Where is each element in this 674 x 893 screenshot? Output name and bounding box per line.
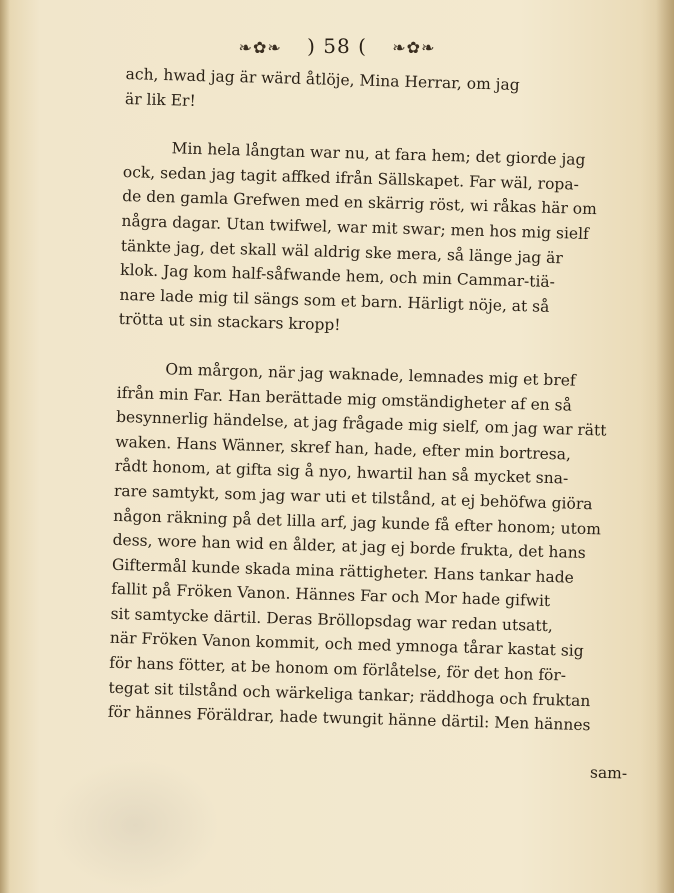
text-line: tänkte jag, det skall wäl aldrig ske mera, så länge jag är bbox=[120, 236, 564, 267]
text-line: för hans fötter, at be honom om förlåtelse, för det hon för- bbox=[108, 653, 567, 685]
text-line: Om mårgon, när jag waknade, lemnades mig et bref bbox=[165, 360, 576, 390]
text-line: klok. Jag kom half-såfwande hem, och min Cammar-tiä- bbox=[119, 261, 556, 292]
page-left-edge-shadow bbox=[0, 0, 10, 893]
paper-stain bbox=[50, 760, 220, 890]
text-line: besynnerlig händelse, at jag frågade mig sielf, om jag war rätt bbox=[115, 407, 607, 440]
text-line: sit samtycke därtil. Deras Bröllopsdag war redan utsatt, bbox=[110, 604, 554, 636]
text-line: Giftermål kunde skada mina rättigheter. Hans tankar hade bbox=[111, 555, 575, 587]
text-line: några dagar. Utan twifwel, war mit swar; men hos mig sielf bbox=[121, 211, 590, 243]
text-line: Min hela långtan war nu, at fara hem; det giorde jag bbox=[171, 139, 586, 170]
body-text bbox=[107, 62, 645, 739]
text-line: för hännes Föräldrar, hade twungit hänne därtil: Men hännes bbox=[107, 703, 591, 735]
text-line: de den gamla Grefwen med en skärrig röst, wi råkas här om bbox=[121, 187, 598, 219]
text-line: tegat sit tilstånd och wärkeliga tankar; räddhoga och fruktan bbox=[108, 678, 591, 710]
text-line: när Fröken Vanon kommit, och med ymnoga tårar kastat sig bbox=[109, 629, 584, 661]
text-line: rådt honom, at gifta sig å nyo, hwartil han så mycket sna- bbox=[114, 457, 569, 488]
text-line: någon räkning på det lilla arf, jag kunde få efter honom; utom bbox=[113, 506, 602, 538]
catchword: sam- bbox=[589, 763, 628, 783]
text-line: nare lade mig til sängs som et barn. Härligt nöje, at så bbox=[119, 285, 550, 316]
text-line: är lik Er! bbox=[124, 89, 196, 110]
text-line: waken. Hans Wänner, skref han, hade, efter min bortresa, bbox=[115, 432, 572, 464]
page-header bbox=[0, 34, 674, 58]
text-line: rare samtykt, som jag war uti et tilstånd, at ej behöfwa giöra bbox=[113, 481, 593, 514]
ornament-right-icon: ❧✿❧ bbox=[392, 38, 436, 57]
page-number: ) 58 ( bbox=[307, 34, 367, 58]
paragraph bbox=[118, 135, 643, 346]
text-line: ifrån min Far. Han berättade mig omständigheter af en så bbox=[116, 383, 573, 415]
text-line: ock, sedan jag tagit affked ifrån Sällskapet. Far wäl, ropa- bbox=[122, 162, 580, 194]
page-spine-shadow bbox=[656, 0, 674, 893]
paragraph bbox=[107, 356, 637, 739]
text-line: fallit på Fröken Vanon. Hännes Far och Mor hade gifwit bbox=[111, 580, 551, 611]
text-line: dess, wore han wid en ålder, at jag ej borde frukta, det hans bbox=[112, 530, 586, 563]
text-line: trötta ut sin stackars kropp! bbox=[118, 310, 341, 335]
text-line: ach, hwad jag är wärd åtlöje, Mina Herrar, om jag bbox=[125, 64, 520, 94]
ornament-left-icon: ❧✿❧ bbox=[238, 38, 282, 57]
